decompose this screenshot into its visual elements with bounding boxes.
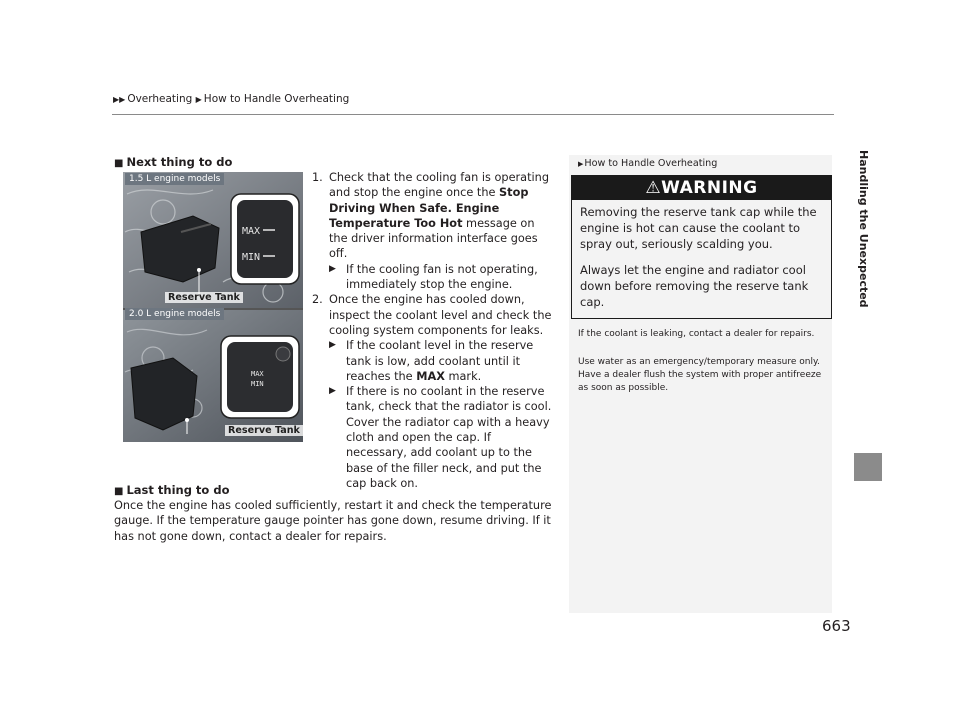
- step-1-sub: [312, 262, 554, 293]
- step-1-text-b: message on the driver information interface goes off.: [329, 216, 538, 261]
- step-2-sub-1-text-b: mark.: [444, 369, 482, 383]
- step-1-text-a: Check that the cooling fan is operating and stop the engine once the: [329, 171, 550, 200]
- figure-tag-2-0l: 2.0 L engine models: [125, 308, 224, 320]
- chapter-tab-label: Handling the Unexpected: [857, 150, 870, 308]
- sidebar-arrow-icon: ▶: [578, 160, 584, 168]
- min-mark-top: MIN: [242, 252, 261, 263]
- step-2-sub-1-max: MAX: [416, 369, 445, 383]
- section-heading-last-text: Last thing to do: [126, 483, 230, 497]
- callout-reserve-tank-top: Reserve Tank: [165, 292, 243, 303]
- warning-header: [572, 176, 831, 200]
- step-2-number: 2.: [312, 293, 323, 307]
- square-bullet-icon: ■: [114, 486, 124, 497]
- warning-box: [571, 175, 832, 319]
- section-heading-next-text: Next thing to do: [126, 155, 233, 169]
- warning-header-text: WARNING: [661, 178, 758, 198]
- section-heading-next: [114, 155, 232, 169]
- breadcrumb: [113, 93, 349, 105]
- sidebar-note-1: If the coolant is leaking, contact a dealer for repairs.: [578, 329, 815, 339]
- step-2: [312, 292, 554, 338]
- warning-paragraph-2: Always let the engine and radiator cool down before removing the reserve tank cap.: [580, 263, 809, 309]
- min-mark-bottom: MIN: [251, 380, 264, 388]
- chapter-tab-marker[interactable]: [854, 453, 882, 481]
- max-mark-top: MAX: [242, 226, 261, 237]
- sidebar-title-text: How to Handle Overheating: [584, 158, 718, 169]
- figure-tag-1-5l: 1.5 L engine models: [125, 173, 224, 185]
- sidebar-title: [578, 158, 717, 169]
- breadcrumb-item-overheating[interactable]: Overheating: [127, 93, 193, 105]
- step-1: [312, 170, 554, 262]
- section-heading-last: [114, 483, 229, 497]
- sub-arrow-icon: ▶: [329, 263, 336, 274]
- square-bullet-icon: ■: [114, 158, 124, 169]
- step-2-sub-1: [312, 338, 554, 384]
- max-mark-bottom: MAX: [251, 370, 264, 378]
- callout-reserve-tank-bottom: Reserve Tank: [225, 425, 303, 436]
- step-2-text: Once the engine has cooled down, inspect the coolant level and check the cooling system components for leaks.: [329, 293, 552, 337]
- steps-column: [312, 170, 554, 491]
- page-number: 663: [822, 617, 851, 635]
- engine-bay-figure: [123, 172, 303, 442]
- warning-paragraph-1: Removing the reserve tank cap while the engine is hot can cause the coolant to spray out, seriously scalding you.: [580, 205, 817, 251]
- step-2-sub-2: [312, 384, 554, 491]
- breadcrumb-arrow-icon: ▶: [195, 95, 202, 104]
- warning-icon: ⚠: [645, 178, 662, 198]
- header-rule: [112, 114, 834, 115]
- step-1-message: Stop Driving When Safe. Engine Temperature Too Hot: [329, 186, 529, 230]
- step-1-sub-text: If the cooling fan is not operating, immediately stop the engine.: [346, 262, 538, 292]
- step-2-sub-2-text: If there is no coolant in the reserve tank, check that the radiator is cool. Cover the radiator cap with a heavy cloth and open the cap. If necessary, add coolant up to the base of the filler neck, and put the cap back on.: [346, 385, 552, 490]
- step-1-number: 1.: [312, 171, 323, 184]
- last-step-paragraph: Once the engine has cooled sufficiently, restart it and check the temperature gauge. If the temperature gauge pointer has gone down, resume driving. If it has not gone down, contact a dealer for repairs.: [114, 499, 552, 543]
- engine-illustration: [123, 172, 303, 442]
- breadcrumb-arrow-icon: ▶▶: [113, 95, 126, 104]
- sidebar-note-2: Use water as an emergency/temporary measure only. Have a dealer flush the system with proper antifreeze as soon as possible.: [578, 357, 822, 394]
- sub-arrow-icon: ▶: [329, 340, 336, 351]
- step-2-sub-1-text-a: If the coolant level in the reserve tank is low, add coolant until it reaches the: [346, 339, 534, 383]
- sub-arrow-icon: ▶: [329, 386, 336, 397]
- breadcrumb-item-how-to-handle[interactable]: How to Handle Overheating: [203, 93, 350, 105]
